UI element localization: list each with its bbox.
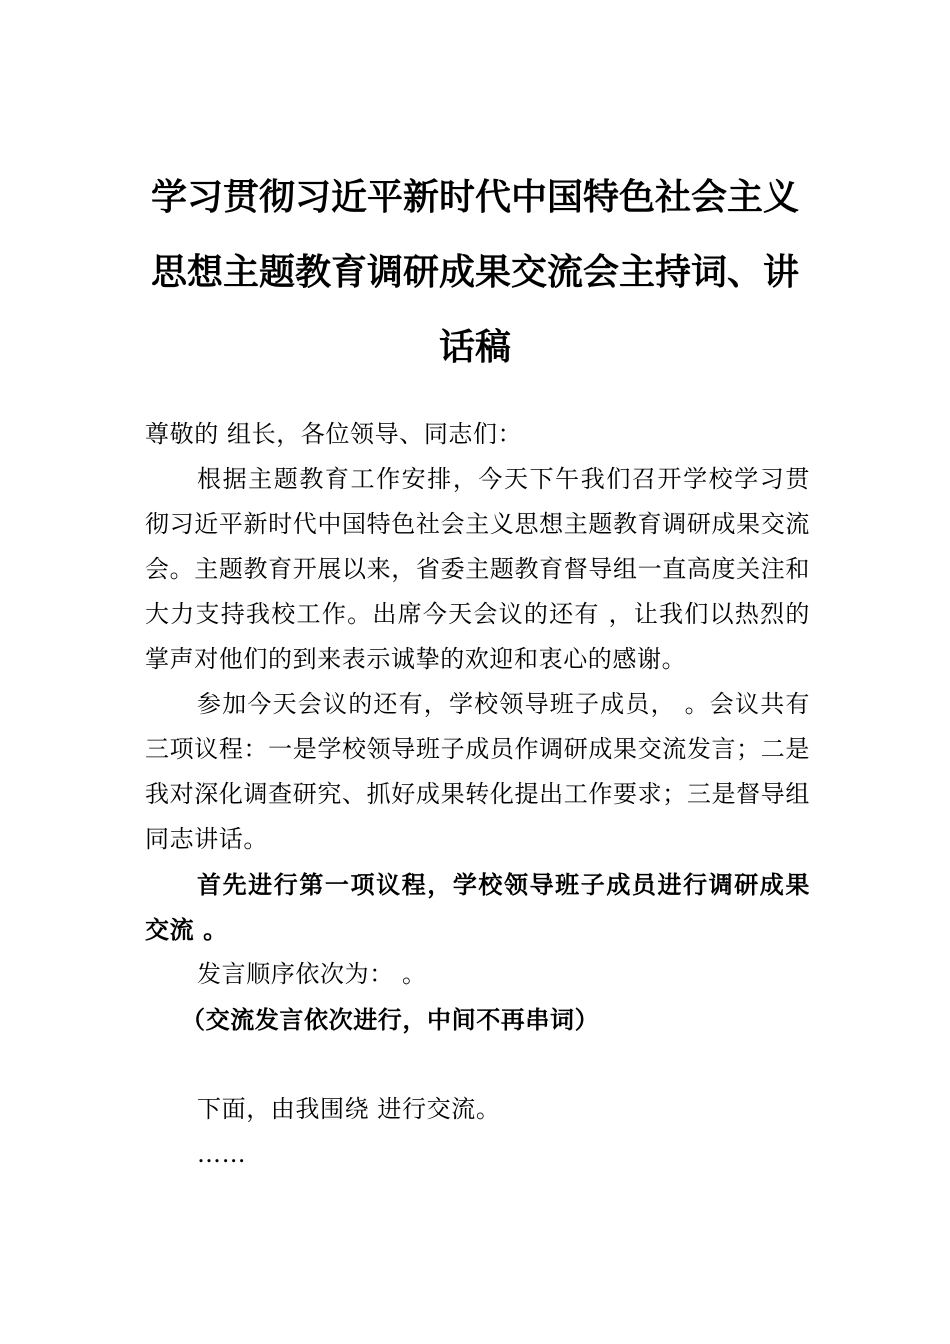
paragraph-note: （交流发言依次进行，中间不再串词） [181, 1005, 600, 1034]
paragraph-ellipsis: …… [197, 1140, 247, 1168]
salutation: 尊敬的 组长，各位领导、同志们： [145, 420, 523, 448]
paragraph-agenda: 参加今天会议的还有，学校领导班子成员， 。会议共有三项议程：一是学校领导班子成员作调研成果交流发言；二是我对深化调查研究、抓好成果转化提出工作要求；三是督导组 同志讲话。 [145, 690, 810, 853]
title-line-3: 话稿 [438, 326, 511, 368]
paragraph-speaking-order: 发言顺序依次为： 。 [197, 960, 427, 988]
title-line-2: 思想主题教育调研成果交流会主持词、讲 [150, 251, 799, 293]
paragraph-first-item: 首先进行第一项议程，学校领导班子成员进行调研成果交流 。 [145, 870, 810, 944]
title-line-1: 学习贯彻习近平新时代中国特色社会主义 [150, 176, 799, 218]
document-body [145, 412, 810, 1177]
paragraph-opening: 根据主题教育工作安排，今天下午我们召开学校学习贯彻习近平新时代中国特色社会主义思想主题教育调研成果交流会。主题教育开展以来，省委主题教育督导组一直高度关注和大力支持我校工作。出席今天会议的还有 ，让我们以热烈的掌声对他们的到来表示诚挚的欢迎和衷心的感谢。 [145, 465, 810, 673]
document-title [140, 160, 810, 385]
blank-line [145, 1042, 810, 1087]
paragraph-my-exchange: 下面，由我围绕 进行交流。 [197, 1095, 501, 1123]
